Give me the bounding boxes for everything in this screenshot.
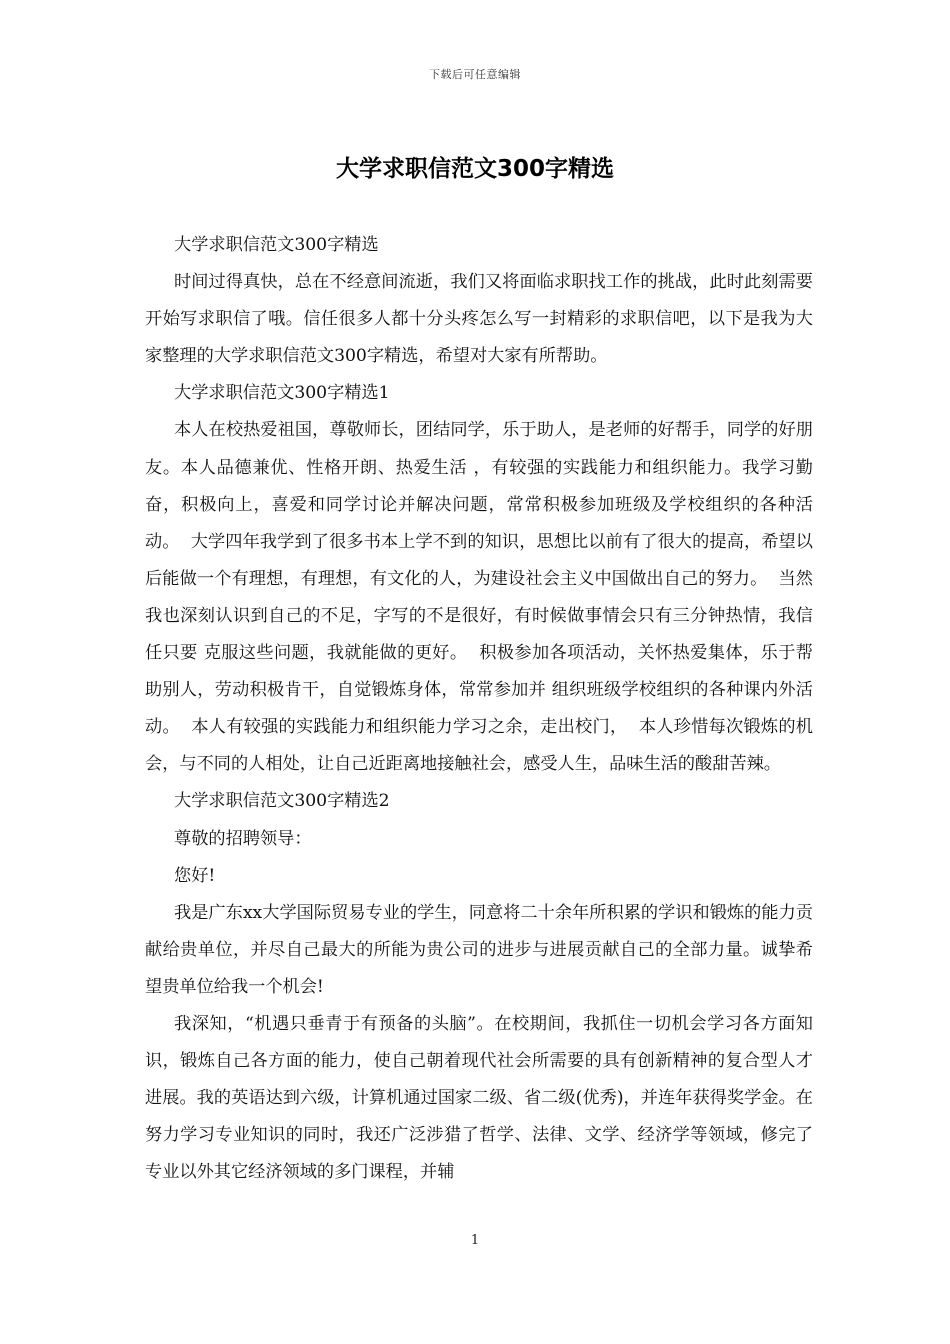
paragraph-letter-1: 本人在校热爱祖国，尊敬师长，团结同学，乐于助人，是老师的好帮手，同学的好朋友。本人品德兼优、性格开朗、热爱生活 ，有较强的实践能力和组织能力。我学习勤奋，积极向上，喜爱和同学讨论并解决问题，常常积极参加班级及学校组织的各种活动。 大学四年我学到了很多书本上学不到的知识，思想比以前有了很大的提高，希望以后能做一个有理想，有理想，有文化的人，为建设社会主义中国做出自己的努力。 当然我也深刻认识到自己的不足，字写的不是很好，有时候做事情会只有三分钟热情，我信任只要 克服这些问题，我就能做的更好。 积极参加各项活动，关怀热爱集体，乐于帮助别人，劳动积极肯干，自觉锻炼身体，常常参加并 组织班级学校组织的各种课内外活动。 本人有较强的实践能力和组织能力学习之余，走出校门， 本人珍惜每次锻炼的机会，与不同的人相处，让自己近距离地接触社会，感受人生，品味生活的酸甜苦辣。 <box>145 420 813 775</box>
paragraph-greeting: 您好! <box>174 865 216 886</box>
section-heading-1: 大学求职信范文300字精选1 <box>174 383 390 404</box>
document-title: 大学求职信范文300字精选 <box>335 156 614 182</box>
paragraph-subtitle: 大学求职信范文300字精选 <box>174 235 379 255</box>
header-note: 下载后可任意编辑 <box>429 68 521 81</box>
paragraph-letter-2-body: 我深知，“机遇只垂青于有预备的头脑”。在校期间，我抓住一切机会学习各方面知识，锻炼自己各方面的能力，使自己朝着现代社会所需要的具有创新精神的复合型人才进展。我的英语达到六级，计算机通过国家二级、省二级(优秀)，并连年获得奖学金。在努力学习专业知识的同时，我还广泛涉猎了哲学、法律、文学、经济学等领域，修完了专业以外其它经济领域的多门课程，并辅 <box>145 1013 813 1183</box>
paragraph-salutation: 尊敬的招聘领导： <box>174 828 312 849</box>
paragraph-letter-2-intro: 我是广东xx大学国际贸易专业的学生，同意将二十余年所积累的学识和锻炼的能力贡献给贵单位，并尽自己最大的所能为贵公司的进步与进展贡献自己的全部力量。诚挚希望贵单位给我一个机会! <box>145 902 813 997</box>
section-heading-2: 大学求职信范文300字精选2 <box>174 791 390 812</box>
paragraph-intro: 时间过得真快，总在不经意间流逝，我们又将面临求职找工作的挑战，此时此刻需要开始写求职信了哦。信任很多人都十分头疼怎么写一封精彩的求职信吧，以下是我为大家整理的大学求职信范文300字精选，希望对大家有所帮助。 <box>145 272 813 367</box>
page-number: 1 <box>470 1233 480 1248</box>
document-body <box>145 227 813 1191</box>
